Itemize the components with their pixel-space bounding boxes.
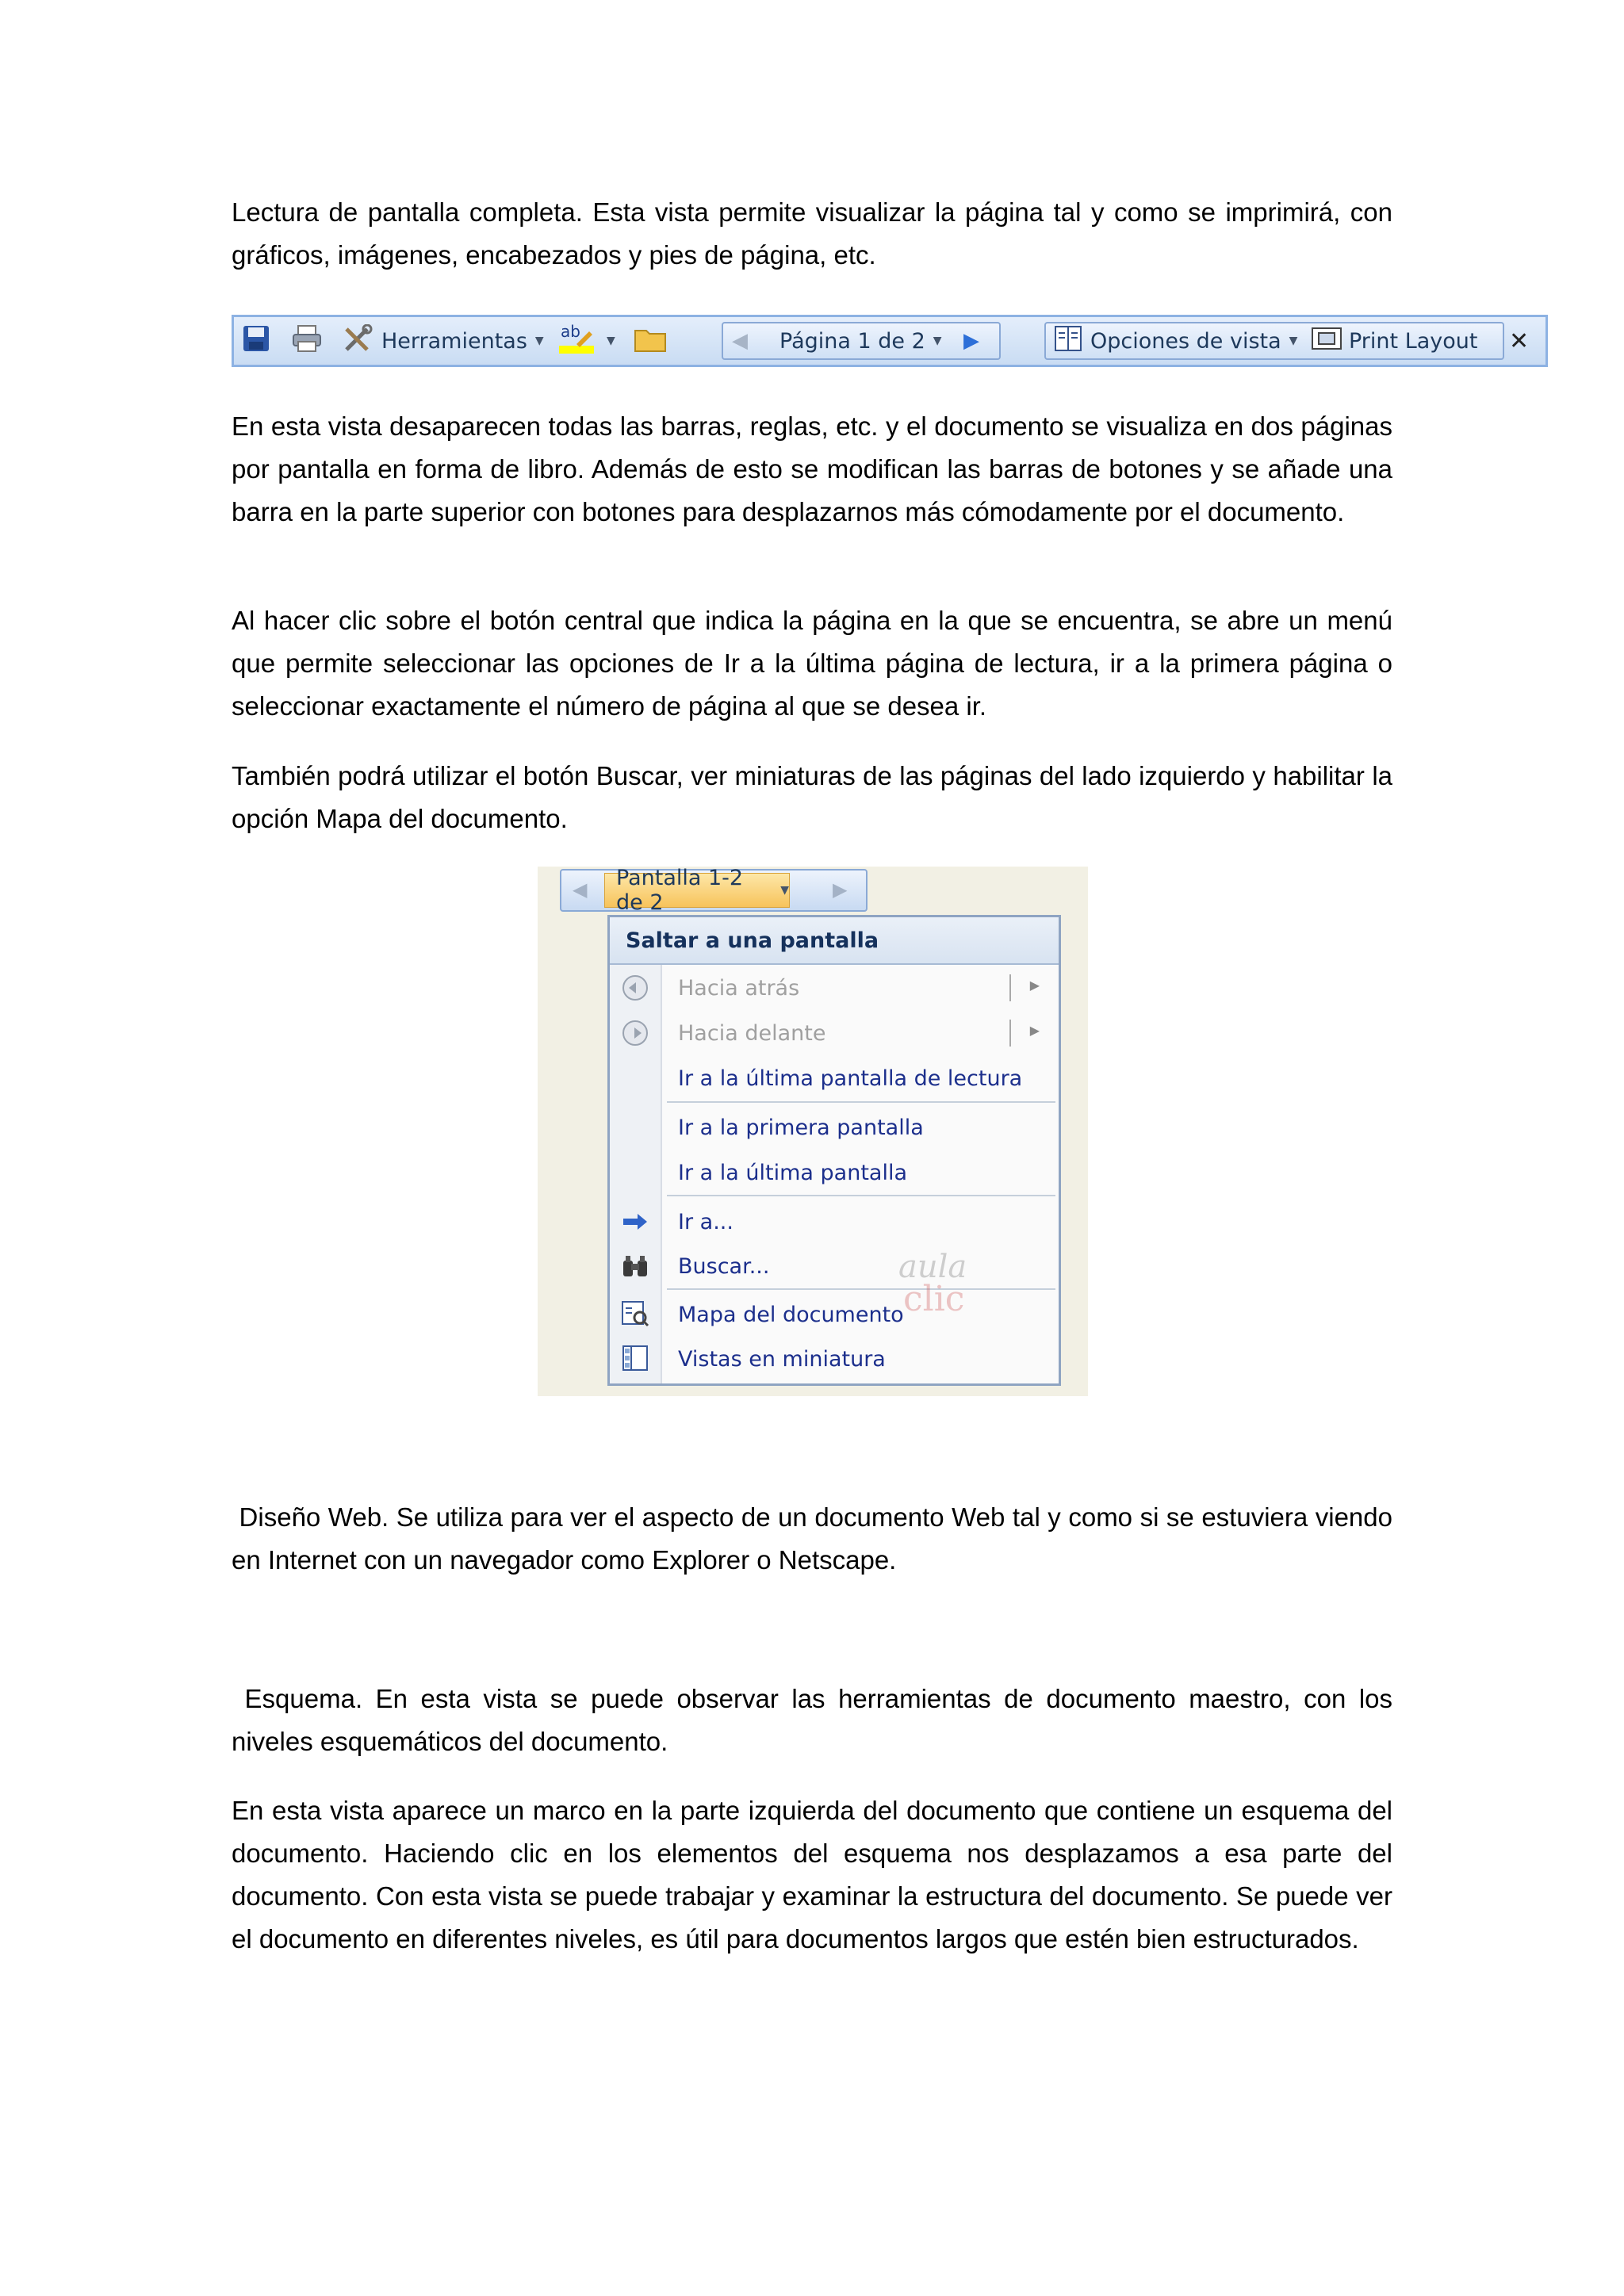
paragraph-search-map: También podrá utilizar el botón Buscar, ver miniaturas de las páginas del lado izquierdo y habilitar la opción Mapa del documento.	[232, 761, 1392, 833]
screen-number-label: Pantalla 1-2 de 2	[616, 866, 744, 915]
arrow-right-icon	[621, 1207, 649, 1236]
menu-separator	[667, 1195, 1055, 1196]
save-button[interactable]	[242, 324, 270, 358]
paragraph-outline-view: Esquema. En esta vista se puede observar las herramientas de documento maestro, con los niveles esquemáticos del documento.	[232, 1684, 1400, 1756]
chevron-down-icon: ▼	[1289, 335, 1298, 347]
print-layout-icon	[1311, 327, 1342, 356]
highlight-text: ab	[561, 322, 580, 341]
highlighter-icon	[559, 322, 594, 357]
close-reading-button[interactable]	[1509, 324, 1529, 358]
paragraph-outline-description: En esta vista aparece un marco en la parte izquierda del documento que contiene un esquema del documento. Haciendo clic en los elementos del esquema nos desplazamos a esa parte del documento. Con esta vista se puede trabajar y examinar la estructura del documento. Se puede ver el documento en diferentes niveles, es útil para documentos largos que estén bien estructurados.	[232, 1796, 1392, 1954]
menu-item-forward[interactable]: Hacia delante	[678, 1020, 826, 1046]
view-options-button[interactable]	[1054, 324, 1297, 358]
paragraph-web-layout: Diseño Web. Se utiliza para ver el aspecto de un documento Web tal y como si se estuviera viendo en Internet con un navegador como Explorer o Netscape.	[232, 1502, 1400, 1575]
chevron-down-icon: ▼	[933, 335, 942, 347]
menu-item-last-reading-screen[interactable]: Ir a la última pantalla de lectura	[678, 1066, 1023, 1091]
folder-icon	[634, 324, 667, 358]
screen-jump-menu-figure	[538, 867, 1088, 1396]
menu-item-search[interactable]: Buscar...	[678, 1253, 770, 1279]
print-layout-label: Print Layout	[1349, 328, 1478, 354]
previous-page-button[interactable]	[732, 324, 748, 358]
view-options-icon	[1054, 325, 1082, 358]
print-layout-button[interactable]	[1311, 324, 1477, 358]
highlight-button[interactable]	[559, 324, 615, 358]
menu-item-go-to[interactable]: Ir a...	[678, 1209, 733, 1234]
paragraph-reading-view: Lectura de pantalla completa. Esta vista permite visualizar la página tal y como se imprimirá, con gráficos, imágenes, encabezados y pies de página, etc.	[232, 197, 1392, 270]
thumbnails-icon	[621, 1344, 649, 1372]
submenu-arrow-icon: ▶	[1029, 978, 1040, 993]
paragraph-reading-description: En esta vista desaparecen todas las barras, reglas, etc. y el documento se visualiza en dos páginas por pantalla en forma de libro. Además de esto se modifican las barras de botones y se añade una barra en la parte superior con botones para desplazarnos más cómodamente por el documento.	[232, 411, 1392, 526]
binoculars-icon	[621, 1252, 649, 1280]
view-options-label: Opciones de vista	[1090, 328, 1281, 354]
print-button[interactable]	[291, 324, 323, 358]
menu-item-last-screen[interactable]: Ir a la última pantalla	[678, 1160, 908, 1185]
triangle-right-icon: ▶	[963, 329, 979, 353]
save-icon	[242, 324, 270, 358]
aulaclic-watermark: aula clic	[898, 1249, 967, 1319]
page-number-dropdown[interactable]	[779, 324, 942, 358]
screen-navigation-bar	[560, 866, 868, 915]
jump-to-screen-menu	[607, 915, 1061, 1386]
chevron-down-icon: ▼	[534, 335, 544, 347]
tools-menu-button[interactable]	[342, 324, 544, 358]
menu-item-first-screen[interactable]: Ir a la primera pantalla	[678, 1115, 924, 1140]
menu-header: Saltar a una pantalla	[610, 917, 1059, 965]
menu-item-back[interactable]: Hacia atrás	[678, 975, 800, 1001]
forward-circle-icon	[621, 1019, 649, 1047]
paragraph-page-menu: Al hacer clic sobre el botón central que indica la página en la que se encuentra, se abre un menú que permite seleccionar las opciones de Ir a la última página de lectura, ir a la primera página o seleccionar exactamente el número de página al que se desea ir.	[232, 606, 1392, 721]
close-icon: ✕	[1509, 327, 1530, 355]
document-map-icon	[621, 1299, 649, 1328]
page-number-label: Página 1 de 2	[779, 328, 925, 354]
chevron-down-icon: ▼	[607, 335, 615, 347]
folder-button[interactable]	[634, 324, 667, 358]
submenu-arrow-icon: ▶	[1029, 1023, 1040, 1038]
menu-separator	[667, 1101, 1055, 1103]
reading-toolbar	[232, 315, 1548, 367]
menu-item-thumbnails[interactable]: Vistas en miniatura	[678, 1346, 886, 1372]
tools-label: Herramientas	[381, 328, 527, 354]
triangle-right-icon[interactable]: ▶	[833, 878, 848, 901]
tools-icon	[342, 324, 373, 358]
next-page-button[interactable]	[963, 324, 979, 358]
printer-icon	[291, 324, 323, 358]
chevron-down-icon: ▼	[780, 884, 789, 897]
triangle-left-icon[interactable]: ◀	[573, 878, 588, 901]
screen-number-dropdown[interactable]	[604, 866, 790, 915]
triangle-left-icon: ◀	[732, 329, 748, 353]
menu-item-document-map[interactable]: Mapa del documento	[678, 1302, 904, 1327]
back-circle-icon	[621, 974, 649, 1002]
